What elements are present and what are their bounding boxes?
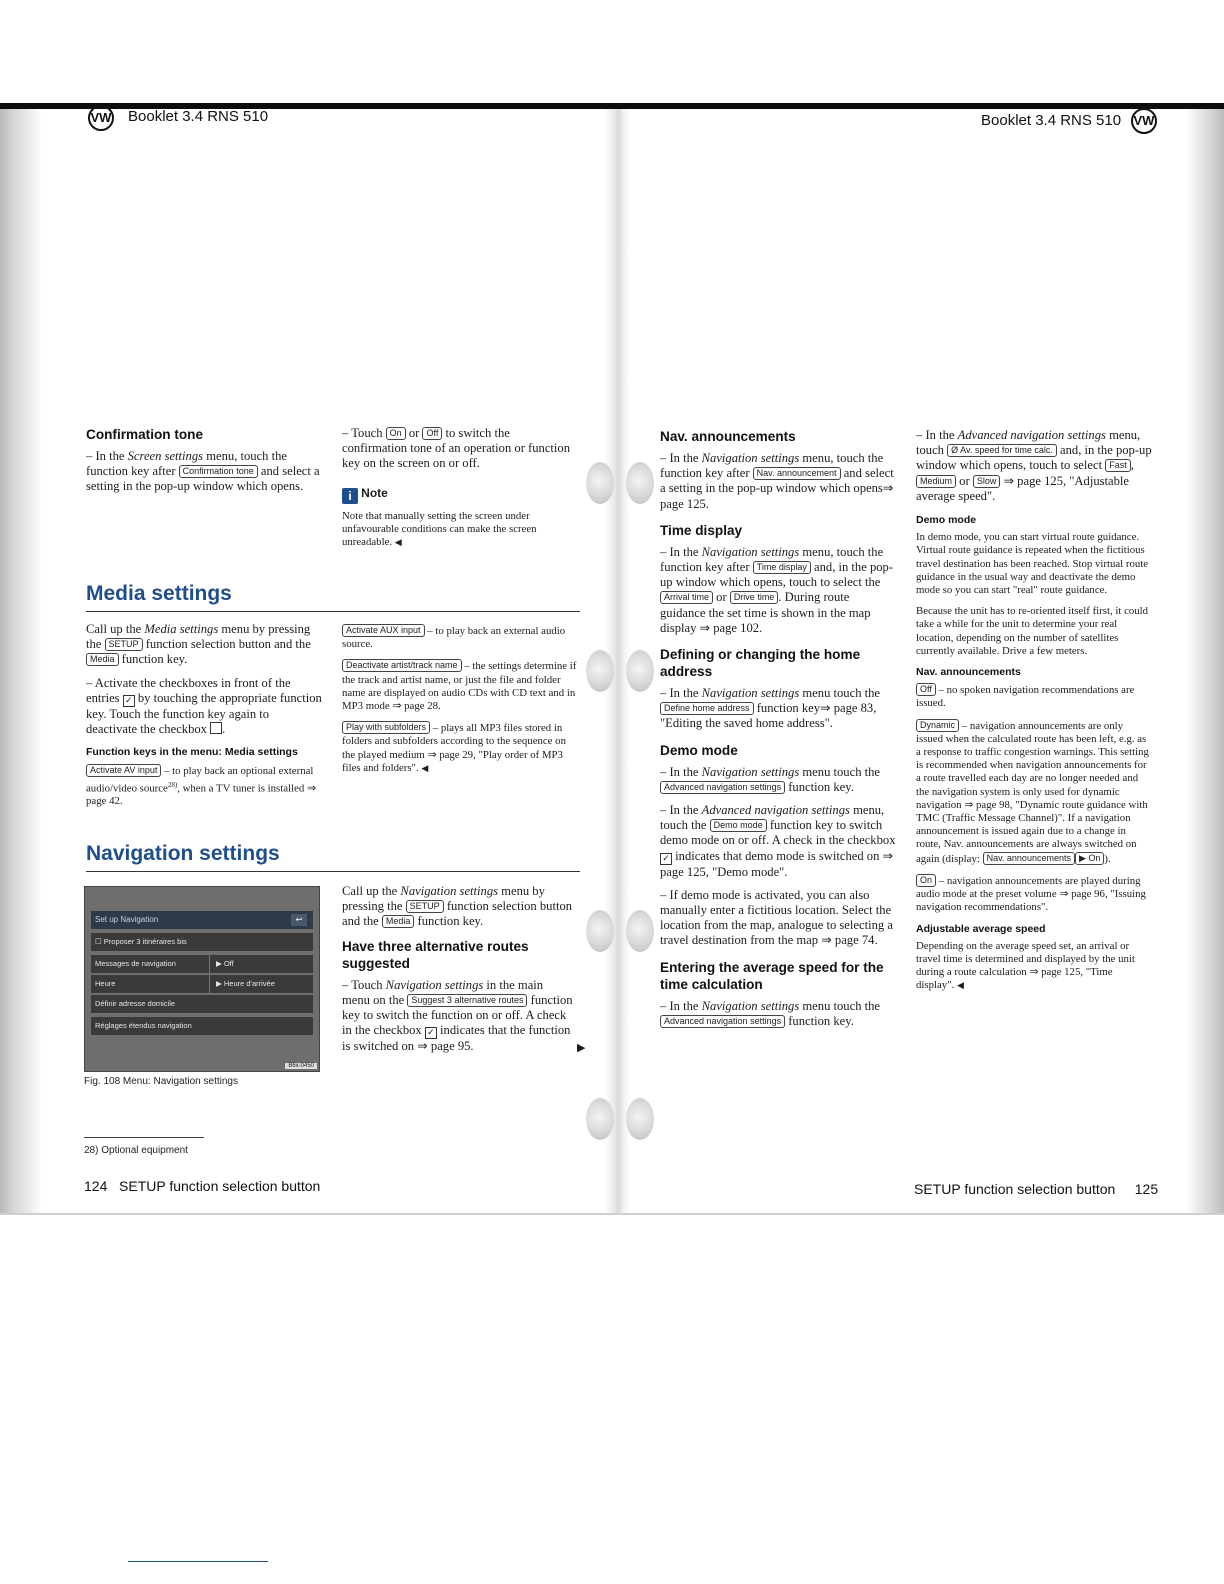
demo-mode-key: Demo mode bbox=[710, 819, 767, 832]
demo-mode-text1: In demo mode, you can start virtual route guidance. Virtual route guidance is repeated when the fictitious travel destination has been reached. Stop virtual route guidance in the usual way and deactivate the demo mode so you can start "real" route guidance. bbox=[916, 531, 1149, 597]
binder-hole bbox=[626, 1098, 654, 1140]
page-number: 124 bbox=[84, 1178, 108, 1194]
fast-key: Fast bbox=[1105, 459, 1131, 472]
media-fk-artist: Deactivate artist/track name – the settings determine if the track and artist name, or just the file and folder name are displayed on audio CDs with CD text and in MP3 mode ⇒ page 28. bbox=[342, 660, 577, 713]
nav-intro: Call up the Navigation settings menu by pressing the SETUP function selection button and the Media function key. bbox=[342, 884, 573, 929]
time-display-step: – In the Navigation settings menu, touch the function key after Time display and, in the pop-up window which opens, touch to select the Arrival time or Drive time . During route guidance the set time is shown in the map display ⇒ page 102. bbox=[660, 544, 894, 635]
nav-announcements-heading: Nav. announcements bbox=[660, 429, 796, 444]
time-display-key: Time display bbox=[753, 561, 811, 574]
avg-speed-key: Ø Av. speed for time calc. bbox=[947, 444, 1057, 457]
screen-row: Définir adresse domicile bbox=[91, 995, 313, 1013]
confirmation-tone-section bbox=[86, 426, 322, 503]
advanced-nav-key: Advanced navigation settings bbox=[660, 781, 785, 794]
nav-dynamic-text: Dynamic – navigation announcements are only issued when the calculated route has been left, e.g. as a response to traffic congestion warnings. This setting is recommended when navigation announcements for a route travelled each day are no longer needed and the navigation system is only used for dynamic navigation ⇒ page 98, "Dynamic route guidance with TMC (Traffic Message Channel)". If a navigation announcement is issued again due to a change in route, Nav. announcements are always switched on again (display: Nav. announcements ▶ On ). bbox=[916, 719, 1149, 865]
media-settings-heading: Media settings bbox=[86, 582, 232, 605]
note-box bbox=[342, 486, 578, 550]
time-display-heading: Time display bbox=[660, 522, 743, 538]
screen-row: Réglages étendus navigation bbox=[91, 1017, 313, 1035]
vw-logo-icon: VW bbox=[1131, 108, 1157, 134]
bottom-edge bbox=[0, 1213, 1224, 1215]
footer-title: SETUP function selection button bbox=[914, 1181, 1116, 1197]
note-text: Note that manually setting the screen under unfavourable conditions can make the screen unreadable. ◀ bbox=[342, 509, 537, 549]
end-triangle-icon: ◀ bbox=[957, 980, 964, 991]
on-key: On bbox=[386, 427, 406, 440]
demo-mode-heading: Demo mode bbox=[660, 742, 738, 758]
continue-triangle-icon: ▶ bbox=[577, 1042, 586, 1054]
nav-announcements-key: Nav. announcements bbox=[983, 852, 1075, 865]
activate-av-key: Activate AV input bbox=[86, 764, 161, 777]
right-col1 bbox=[660, 428, 896, 1037]
nav-on-text: On – navigation announcements are played during audio mode at the preset volume ⇒ page 96, "Issuing navigation recommendations". bbox=[916, 874, 1146, 914]
end-triangle-icon: ◀ bbox=[394, 537, 402, 548]
confirmation-tone-key: Confirmation tone bbox=[179, 465, 258, 478]
binder-hole bbox=[626, 650, 654, 692]
activate-aux-key: Activate AUX input bbox=[342, 624, 425, 637]
medium-key: Medium bbox=[916, 475, 956, 488]
nav-off-text: Off – no spoken navigation recommendations are issued. bbox=[916, 684, 1135, 710]
slow-key: Slow bbox=[973, 475, 1001, 488]
confirmation-tone-step: – In the Screen settings menu, touch the function key after Confirmation tone and select a setting in the pop-up window which opens. bbox=[86, 449, 320, 494]
navigation-settings-screenshot bbox=[84, 886, 320, 1072]
info-icon: i bbox=[342, 488, 358, 504]
note-label: Note bbox=[361, 485, 388, 500]
play-subfolders-key: Play with subfolders bbox=[342, 721, 430, 734]
demo-mode-text2: Because the unit has to re-oriented itself first, it could take a while for the unit to determine your real location, depending on the number of satellites currently available. Drive a few meters. bbox=[916, 605, 1149, 657]
demo-mode-subheading: Demo mode bbox=[916, 514, 977, 527]
arrival-time-key: Arrival time bbox=[660, 591, 713, 604]
home-address-heading: Defining or changing the home address bbox=[660, 647, 861, 680]
media-fk-av: Activate AV input – to play back an optional external audio/video source$^{28)}$, when a TV tuner is installed ⇒ page 42. bbox=[86, 765, 316, 808]
suggest-routes-key: Suggest 3 alternative routes bbox=[407, 994, 527, 1007]
left-footer bbox=[84, 1178, 320, 1194]
binder-hole bbox=[586, 1098, 614, 1140]
define-home-key: Define home address bbox=[660, 702, 754, 715]
binder-hole bbox=[626, 910, 654, 952]
demo-mode-step1: – In the Navigation settings menu touch the Advanced navigation settings function key. bbox=[660, 764, 881, 794]
nav-announcements-subheading: Nav. announcements bbox=[916, 666, 1021, 679]
media-fk-subfolders: Play with subfolders – plays all MP3 files stored in folders and subfolders according to the sequence on the played medium ⇒ page 29, "Play order of MP3 files and folders". ◀ bbox=[342, 722, 566, 774]
off-key: Off bbox=[422, 427, 442, 440]
checked-checkbox-icon: ✓ bbox=[425, 1027, 437, 1039]
footnote-rule bbox=[84, 1137, 204, 1138]
section-rule bbox=[86, 871, 580, 872]
avg-speed-select-step: – In the Advanced navigation settings menu, touch Ø Av. speed for time calc. and, in the pop-up window which opens, touch to select Fast , Medium or Slow ⇒ page 125, "Adjustable average speed". bbox=[916, 428, 1152, 503]
vw-logo-icon: VW bbox=[88, 105, 114, 131]
left-header-title: Booklet 3.4 RNS 510 bbox=[128, 108, 269, 125]
screen-row: Messages de navigation ▶ Off bbox=[91, 955, 313, 973]
media-key: Media bbox=[382, 915, 415, 928]
checked-checkbox-icon: ✓ bbox=[660, 853, 672, 865]
footer-title: SETUP function selection button bbox=[119, 1178, 321, 1194]
home-address-step: – In the Navigation settings menu touch the Define home address function key⇒ page 83, "Editing the saved home address". bbox=[660, 686, 881, 731]
alt-routes-heading: Have three alternative routes suggested bbox=[342, 938, 529, 971]
avg-speed-step: – In the Navigation settings menu touch the Advanced navigation settings function key. bbox=[660, 998, 881, 1028]
adjustable-speed-text: Depending on the average speed set, an arrival or travel time is determined and displayed by the unit during a route calculation ⇒ page 125, "Time display". ◀ bbox=[916, 939, 1135, 992]
binder-hole bbox=[586, 910, 614, 952]
adjustable-speed-subheading: Adjustable average speed bbox=[916, 922, 1046, 935]
setup-key: SETUP bbox=[406, 900, 444, 913]
figure-id-tag: B6x-0450 bbox=[285, 1063, 317, 1069]
media-key: Media bbox=[86, 653, 119, 666]
media-settings-col1 bbox=[86, 622, 322, 817]
binder-hole bbox=[586, 650, 614, 692]
binder-hole bbox=[586, 462, 614, 504]
checked-checkbox-icon: ✓ bbox=[123, 695, 135, 707]
drive-time-key: Drive time bbox=[730, 591, 779, 604]
footnote: 28) Optional equipment bbox=[84, 1145, 188, 1156]
nav-announcements-step: – In the Navigation settings menu, touch the function key after Nav. announcement and select a setting in the pop-up window which opens⇒ page 125. bbox=[660, 451, 894, 511]
media-checkbox-step: – Activate the checkboxes in front of the entries ✓ by touching the appropriate function key. Touch the function key again to deactivate the checkbox . bbox=[86, 675, 322, 737]
end-triangle-icon: ◀ bbox=[421, 762, 429, 773]
demo-mode-step2: – In the Advanced navigation settings menu, touch the Demo mode function key to switch demo mode on or off. A check in the checkbox ✓ indicates that demo mode is switched on ⇒ page 125, "Demo mode". bbox=[660, 803, 896, 879]
section-rule bbox=[86, 611, 580, 612]
right-col2 bbox=[916, 428, 1152, 1001]
confirmation-tone-switch bbox=[342, 426, 578, 557]
alt-routes-step: – Touch Navigation settings in the main menu on the Suggest 3 alternative routes function key to switch the function on or off. A check in the checkbox ✓ indicates that the function is switched on ⇒ page 95. bbox=[342, 977, 573, 1054]
binder-hole bbox=[626, 462, 654, 504]
avg-speed-heading: Entering the average speed for the time calculation bbox=[660, 959, 884, 992]
media-function-keys-heading: Function keys in the menu: Media settings bbox=[86, 746, 298, 759]
right-footer bbox=[914, 1181, 1158, 1197]
screen-row: Heure ▶ Heure d'arrivée bbox=[91, 975, 313, 993]
setup-key: SETUP bbox=[105, 638, 143, 651]
right-header-title: Booklet 3.4 RNS 510 bbox=[981, 112, 1122, 129]
media-fk-aux: Activate AUX input – to play back an external audio source. bbox=[342, 625, 566, 651]
switch-step: – Touch On or Off to switch the confirmation tone of an operation or function key on the screen on or off. bbox=[342, 426, 571, 471]
confirmation-tone-heading: Confirmation tone bbox=[86, 427, 204, 442]
navigation-settings-text bbox=[342, 884, 574, 1062]
dynamic-key: Dynamic bbox=[916, 719, 959, 732]
navigation-settings-heading: Navigation settings bbox=[86, 842, 280, 865]
media-settings-col2 bbox=[342, 624, 578, 783]
screen-row: ☐ Proposer 3 itinéraires bis bbox=[91, 933, 313, 951]
scan-artifact-line bbox=[128, 1561, 268, 1562]
nav-announcement-key: Nav. announcement bbox=[753, 467, 841, 480]
off-key: Off bbox=[916, 683, 936, 696]
screen-title: Set up Navigation ↩ bbox=[91, 911, 313, 929]
back-icon: ↩ bbox=[291, 914, 307, 926]
deactivate-artist-key: Deactivate artist/track name bbox=[342, 659, 462, 672]
on-key: ▶ On bbox=[1075, 852, 1104, 865]
on-key: On bbox=[916, 874, 936, 887]
advanced-nav-key: Advanced navigation settings bbox=[660, 1015, 785, 1028]
page-number: 125 bbox=[1134, 1181, 1159, 1197]
right-page-edge bbox=[1186, 109, 1224, 1214]
empty-checkbox-icon bbox=[210, 722, 222, 734]
media-intro: Call up the Media settings menu by pressing the SETUP function selection button and the Media function key. bbox=[86, 622, 311, 667]
left-page-edge bbox=[0, 109, 42, 1214]
demo-mode-step3: – If demo mode is activated, you can also manually enter a fictitious location. Select the location from the map, analogue to selecting a travel destination from the map ⇒ page 74. bbox=[660, 887, 893, 948]
figure-caption: Fig. 108 Menu: Navigation settings bbox=[84, 1076, 238, 1087]
